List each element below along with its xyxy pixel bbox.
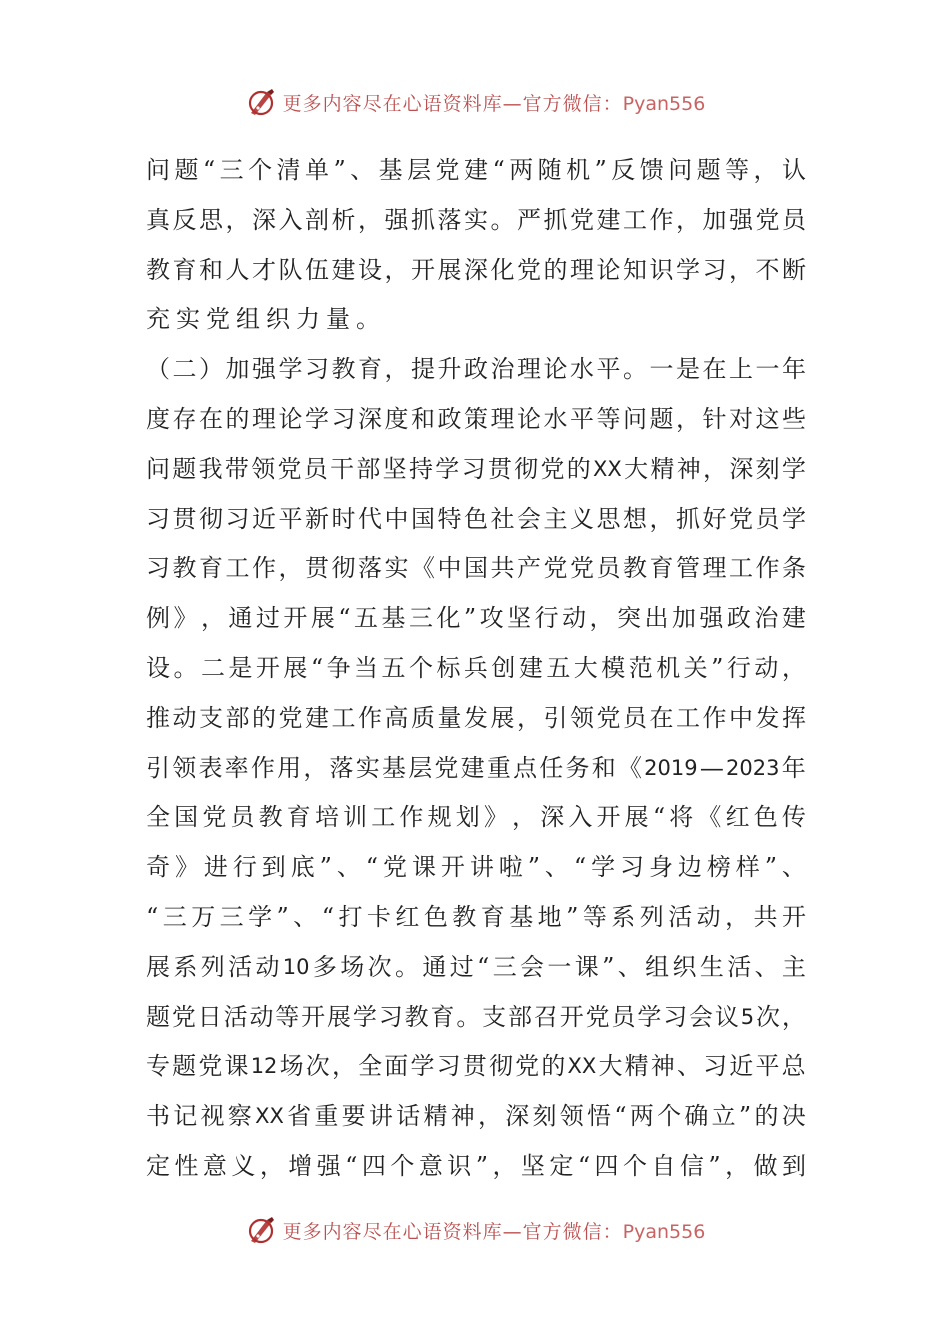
watermark-contact: Pyan556 (622, 92, 706, 115)
text-line: 定 性 意 义 ， 增 强 “ 四 个 意 识 ” ， 坚 定 “ 四 个 自 信 ” ， 做 到 (146, 1151, 806, 1180)
text-line: 真 反 思 ， 深 入 剖 析 ， 强 抓 落 实 。 严 抓 党 建 工 作 ， 加 强 党 员 (146, 205, 806, 234)
text-line: 充 实 党 组 织 力 量 。 (146, 305, 386, 334)
watermark-contact: Pyan556 (622, 1220, 706, 1243)
pen-nib-circle-icon (245, 1214, 277, 1246)
text-line: 推 动 支 部 的 党 建 工 作 高 质 量 发 展 ， 引 领 党 员 在 工 作 中 发 挥 (146, 703, 806, 732)
text-line: （ 二 ） 加 强 学 习 教 育 ， 提 升 政 治 理 论 水 平 。 一 是 在 上 一 年 (146, 355, 806, 384)
text-line: 习 贯 彻 习 近 平 新 时 代 中 国 特 色 社 会 主 义 思 想 ， 抓 好 党 员 学 (146, 504, 806, 533)
watermark-text: 更多内容尽在心语资料库—官方微信：Pyan556 (282, 1220, 706, 1243)
text-line: 问 题 我 带 领 党 员 干 部 坚 持 学 习 贯 彻 党 的 XX 大 精 神 ， 深 刻 学 (146, 454, 806, 483)
text-line: 例 》 ， 通 过 开 展 “ 五 基 三 化 ” 攻 坚 行 动 ， 突 出 加 强 政 治 建 (146, 604, 806, 633)
pen-nib-circle-icon (245, 86, 277, 118)
text-line: 引 领 表 率 作 用 ， 落 实 基 层 党 建 重 点 任 务 和 《 2019 — 2023 年 (146, 753, 806, 782)
watermark-text: 更多内容尽在心语资料库—官方微信：Pyan556 (282, 92, 706, 115)
header-watermark (0, 82, 950, 122)
text-line: 度 存 在 的 理 论 学 习 深 度 和 政 策 理 论 水 平 等 问 题 ， 针 对 这 些 (146, 404, 806, 433)
footer-watermark (0, 1210, 950, 1250)
text-line: “ 三 万 三 学 ” 、 “ 打 卡 红 色 教 育 基 地 ” 等 系 列 活 动 ， 共 开 (146, 902, 806, 931)
text-line: 全 国 党 员 教 育 培 训 工 作 规 划 》 ， 深 入 开 展 “ 将 《 红 色 传 (146, 803, 806, 832)
text-line: 奇 》 进 行 到 底 ” 、 “ 党 课 开 讲 啦 ” 、 “ 学 习 身 边 榜 样 ” 、 (146, 853, 806, 882)
text-line: 问 题 “ 三 个 清 单 ” 、 基 层 党 建 “ 两 随 机 ” 反 馈 问 题 等 ， 认 (146, 156, 806, 184)
text-line: 设 。 二 是 开 展 “ 争 当 五 个 标 兵 创 建 五 大 模 范 机 关 ” 行 动 ， (146, 653, 806, 682)
text-line: 题 党 日 活 动 等 开 展 学 习 教 育 。 支 部 召 开 党 员 学 习 会 议 5 次 ， (146, 1002, 806, 1031)
text-line: 展 系 列 活 动 10 多 场 次 。 通 过 “ 三 会 一 课 ” 、 组 织 生 活 、 主 (146, 952, 806, 981)
text-line: 专 题 党 课 12 场 次 ， 全 面 学 习 贯 彻 党 的 XX 大 精 神 、 习 近 平 总 (146, 1052, 806, 1081)
text-line: 书 记 视 察 XX 省 重 要 讲 话 精 神 ， 深 刻 领 悟 “ 两 个 确 立 ” 的 决 (146, 1102, 806, 1131)
text-line: 教 育 和 人 才 队 伍 建 设 ， 开 展 深 化 党 的 理 论 知 识 学 习 ， 不 断 (146, 255, 806, 284)
document-body (146, 146, 806, 1192)
text-line: 习 教 育 工 作 ， 贯 彻 落 实 《 中 国 共 产 党 党 员 教 育 管 理 工 作 条 (146, 554, 806, 583)
